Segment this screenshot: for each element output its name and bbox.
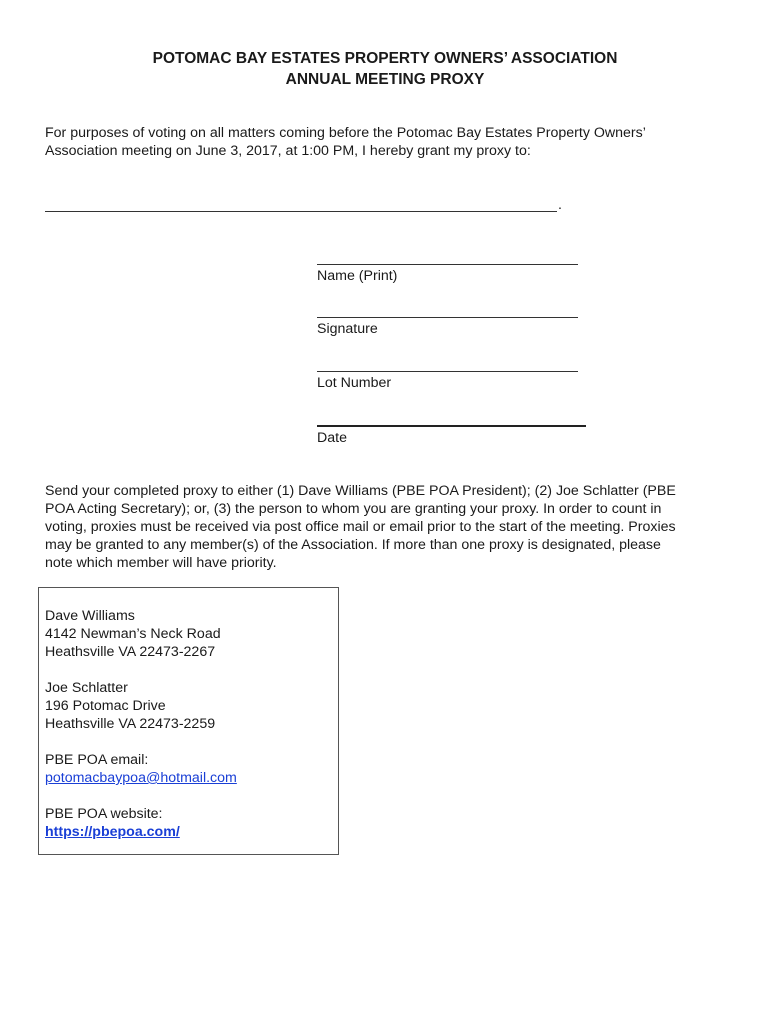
instructions-line-4: may be granted to any member(s) of the Association. If more than one proxy is designated, please (45, 537, 661, 553)
lot-number-field (317, 371, 578, 392)
contact-dave-city: Heathsville VA 22473-2267 (45, 644, 216, 660)
website-label: PBE POA website: (45, 806, 163, 822)
intro-line-1: For purposes of voting on all matters coming before the Potomac Bay Estates Property Owners’ (45, 125, 646, 141)
instructions-line-1: Send your completed proxy to either (1) Dave Williams (PBE POA President); (2) Joe Schlatter (PBE (45, 483, 676, 499)
contact-info-box (38, 587, 339, 855)
signature-label: Signature (317, 321, 378, 337)
instructions-line-2: POA Acting Secretary); or, (3) the person to whom you are granting your proxy. In order to count in (45, 501, 662, 517)
name-print-blank-line[interactable] (317, 264, 578, 265)
contact-joe-name: Joe Schlatter (45, 680, 128, 696)
name-print-label: Name (Print) (317, 268, 398, 284)
instructions-line-5: note which member will have priority. (45, 555, 277, 571)
proxy-line-period: . (558, 197, 562, 213)
lot-number-label: Lot Number (317, 375, 392, 391)
instructions-paragraph (45, 482, 725, 572)
intro-paragraph (45, 124, 735, 160)
signature-field (317, 317, 578, 338)
contact-dave-street: 4142 Newman’s Neck Road (45, 626, 221, 642)
date-label: Date (317, 430, 347, 446)
email-link[interactable]: potomacbaypoa@hotmail.com (45, 770, 237, 786)
email-label: PBE POA email: (45, 752, 149, 768)
lot-number-blank-line[interactable] (317, 371, 578, 372)
date-field (317, 425, 586, 447)
document-title-line-2: ANNUAL MEETING PROXY (285, 71, 485, 88)
proxy-grantee-blank-line[interactable] (45, 194, 557, 212)
intro-line-2: Association meeting on June 3, 2017, at 1:00 PM, I hereby grant my proxy to: (45, 143, 531, 159)
instructions-line-3: voting, proxies must be received via post office mail or email prior to the start of the meeting. Proxies (45, 519, 676, 535)
contact-joe-street: 196 Potomac Drive (45, 698, 166, 714)
document-title-line-1: POTOMAC BAY ESTATES PROPERTY OWNERS’ ASSOCIATION (152, 50, 618, 67)
date-blank-line[interactable] (317, 425, 586, 427)
name-print-field (317, 264, 578, 285)
contact-dave-name: Dave Williams (45, 608, 135, 624)
contact-joe-city: Heathsville VA 22473-2259 (45, 716, 216, 732)
signature-blank-line[interactable] (317, 317, 578, 318)
website-link[interactable]: https://pbepoa.com/ (45, 824, 180, 840)
